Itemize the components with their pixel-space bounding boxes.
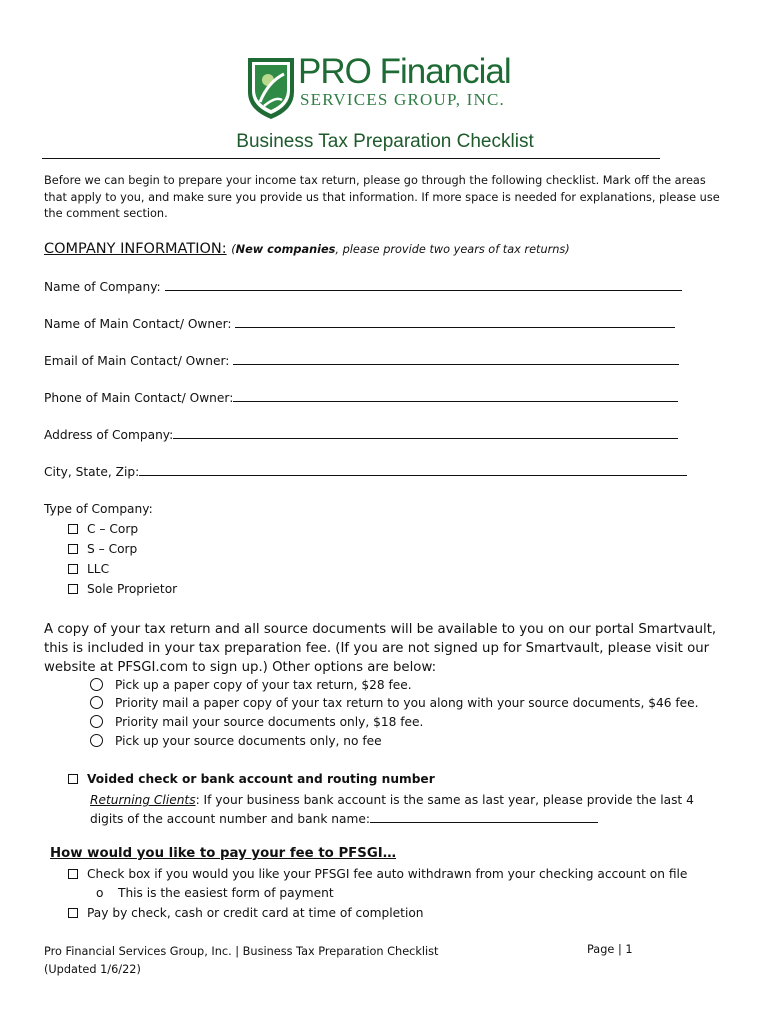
footer-updated-date: (Updated 1/6/22)	[44, 963, 141, 976]
company-type-s-corp[interactable]: S – Corp	[68, 542, 137, 556]
company-name-line[interactable]	[165, 280, 682, 291]
company-address-field[interactable]	[44, 428, 678, 442]
radio-button-icon[interactable]	[90, 715, 103, 728]
city-state-zip-line[interactable]	[139, 465, 687, 476]
main-contact-phone-field[interactable]	[44, 391, 678, 405]
logo-tagline: SERVICES GROUP, INC.	[300, 90, 505, 109]
field-label: Name of Main Contact/ Owner:	[44, 317, 236, 331]
footer-info	[44, 943, 439, 979]
main-contact-name-field[interactable]	[44, 317, 675, 331]
logo-name: PRO Financial	[298, 52, 511, 91]
returning-clients-note: Returning Clients: If your business bank account is the same as last year, please provide the last 4 digits of the account number and bank name:	[90, 793, 694, 826]
checkbox-icon[interactable]	[68, 774, 78, 784]
company-type-llc[interactable]: LLC	[68, 562, 109, 576]
main-contact-name-line[interactable]	[235, 317, 675, 328]
voided-check-item[interactable]: Voided check or bank account and routing number	[68, 772, 435, 786]
company-heading-label: COMPANY INFORMATION:	[44, 241, 227, 257]
portal-paragraph: A copy of your tax return and all source documents will be available to you on our portal Smartvault, this is included in your tax preparation fee. (If you are not signed up for Smartvault, please visit our website at PFSGI.com to sign up.) Other options are below:	[44, 622, 717, 675]
checkbox-icon[interactable]	[68, 524, 78, 534]
payment-auto-withdraw-option[interactable]: Check box if you would you like your PFSGI fee auto withdrawn from your checking account on file	[68, 867, 687, 881]
checkbox-icon[interactable]	[68, 544, 78, 554]
field-label: Email of Main Contact/ Owner:	[44, 354, 234, 368]
page-title: Business Tax Preparation Checklist	[236, 131, 534, 152]
company-address-line[interactable]	[173, 428, 678, 439]
field-label: Name of Company:	[44, 280, 165, 294]
checkbox-icon[interactable]	[68, 908, 78, 918]
company-type-c-corp[interactable]: C – Corp	[68, 522, 138, 536]
company-type-sole-proprietor[interactable]: Sole Proprietor	[68, 582, 177, 596]
checkbox-icon[interactable]	[68, 564, 78, 574]
checkbox-icon[interactable]	[68, 584, 78, 594]
company-name-field[interactable]	[44, 280, 682, 294]
checkbox-icon[interactable]	[68, 869, 78, 879]
footer-document-name: Pro Financial Services Group, Inc. | Business Tax Preparation Checklist	[44, 945, 439, 958]
radio-button-icon[interactable]	[90, 696, 103, 709]
field-label: Phone of Main Contact/ Owner:	[44, 391, 234, 405]
company-logo	[246, 52, 536, 124]
payment-check-cash-card-option[interactable]: Pay by check, cash or credit card at time of completion	[68, 906, 424, 920]
company-type-label: Type of Company:	[44, 502, 153, 516]
bank-info-line[interactable]	[370, 812, 598, 823]
main-contact-phone-line[interactable]	[233, 391, 678, 402]
footer-page-number: Page | 1	[587, 943, 633, 956]
title-divider	[42, 158, 660, 159]
company-heading-note: (New companies, please provide two years of tax returns)	[231, 243, 570, 256]
radio-button-icon[interactable]	[90, 678, 103, 691]
option-mail-return-and-documents[interactable]: Priority mail a paper copy of your tax return to you along with your source documents, $46 fee.	[90, 696, 699, 710]
city-state-zip-field[interactable]	[44, 465, 687, 479]
company-section-heading	[44, 241, 570, 257]
option-pickup-documents-only[interactable]: Pick up your source documents only, no fee	[90, 734, 382, 748]
payment-heading: How would you like to pay your fee to PFSGI…	[50, 846, 397, 861]
field-label: Address of Company:	[44, 428, 174, 442]
payment-auto-withdraw-note: o This is the easiest form of payment	[96, 886, 334, 900]
option-pickup-paper-copy[interactable]: Pick up a paper copy of your tax return, $28 fee.	[90, 678, 412, 692]
intro-paragraph: Before we can begin to prepare your income tax return, please go through the following checklist. Mark off the areas that apply to you, and make sure you provide us that information. If more space is needed for explanations, please use the comment section.	[44, 174, 720, 220]
field-label: City, State, Zip:	[44, 465, 140, 479]
radio-button-icon[interactable]	[90, 734, 103, 747]
bullet-icon: o	[96, 886, 104, 900]
option-mail-documents-only[interactable]: Priority mail your source documents only, $18 fee.	[90, 715, 423, 729]
shield-logo-icon	[246, 52, 296, 120]
main-contact-email-field[interactable]	[44, 354, 679, 368]
main-contact-email-line[interactable]	[233, 354, 679, 365]
